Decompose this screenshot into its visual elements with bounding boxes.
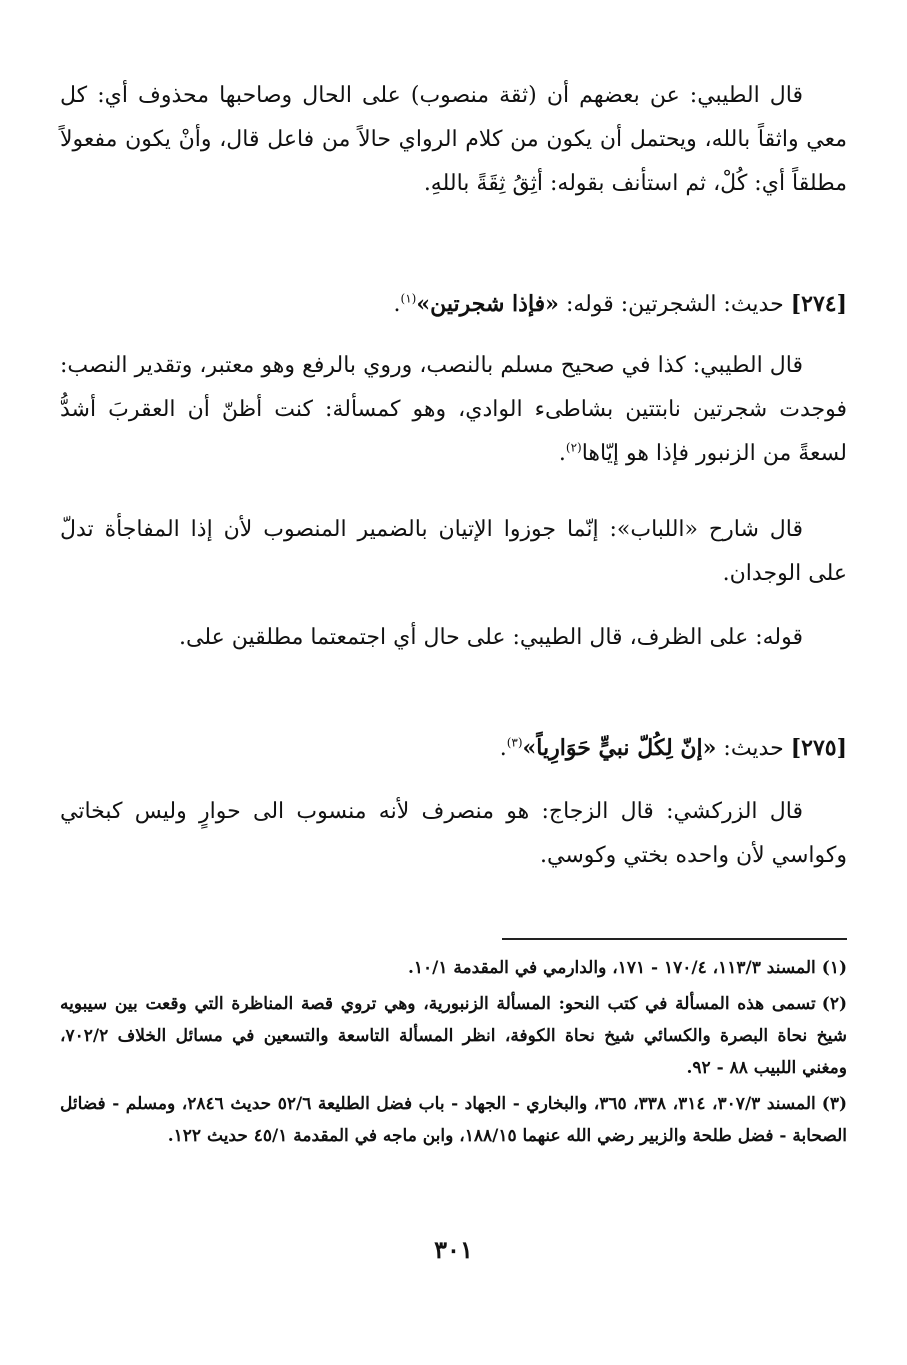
paragraph-tibi-thiqa bbox=[60, 74, 847, 206]
footnote-marker: (١) bbox=[400, 291, 417, 306]
paragraph-tibi-nasb: قال الطيبي: كذا في صحيح مسلم بالنصب، وروي بالرفع وهو معتبر، وتقدير النصب: فوجدت شجرتين نابتتين بشاطىء الوادي، وهو كمسألة: كنت أظنّ أن العقربَ أشدُّ لسعةً من الزنبور فإذا هو إيّاها$^{(٢)}$. bbox=[60, 353, 847, 466]
paragraph-text: قال الزركشي: قال الزجاج: هو منصرف لأنه منسوب الى حوارٍ وليس كبخاتي وكواسي لأن واحده بختي وكوسي. bbox=[60, 799, 847, 868]
footnotes-section bbox=[60, 952, 847, 1156]
paragraph-lubab bbox=[60, 508, 847, 596]
hadith-number: [٢٧٤] bbox=[790, 291, 847, 317]
hadith-number: [٢٧٥] bbox=[790, 735, 847, 761]
paragraph-zarkashi bbox=[60, 790, 847, 878]
footnote-text: المسند ٣٠٧/٣، ٣١٤، ٣٣٨، ٣٦٥، والبخاري - الجهاد - باب فضل الطليعة ٥٢/٦ حديث ٢٨٤٦، ومسلم - فضائل الصحابة - فضل طلحة والزبير رضي الله عنهما ١٨٨/١٥، وابن ماجه في المقدمة ٤٥/١ حديث ١٢٢. bbox=[60, 1094, 847, 1146]
paragraph-text: قال شارح «اللباب»: إنّما جوزوا الإتيان بالضمير المنصوب لأن إذا المفاجأة تدلّ على الوجدان. bbox=[60, 517, 847, 586]
footnote-3 bbox=[60, 1088, 847, 1152]
paragraph-zarf bbox=[60, 616, 847, 660]
footnote-1 bbox=[60, 952, 847, 984]
footnote-number: (٢) bbox=[821, 994, 847, 1014]
footnote-marker: (٣) bbox=[506, 735, 523, 750]
hadith-prefix: حديث: الشجرتين: قوله: bbox=[565, 292, 784, 317]
footnote-number: (١) bbox=[821, 958, 847, 978]
footnote-marker: (٢) bbox=[565, 440, 582, 455]
paragraph-text: قوله: على الظرف، قال الطيبي: على حال أي اجتمعتما مطلقين على. bbox=[179, 625, 803, 650]
footnote-number: (٣) bbox=[821, 1094, 848, 1114]
paragraph-text: قال الطيبي: كذا في صحيح مسلم بالنصب، وروي بالرفع وهو معتبر، وتقدير النصب: فوجدت شجرتين نابتتين بشاطىء الوادي، وهو كمسألة: كنت أظنّ أن العقربَ أشدُّ لسعةً من الزنبور فإذا هو إيّاها bbox=[60, 353, 847, 466]
page-number: ٣٠١ bbox=[434, 1235, 473, 1264]
hadith-prefix: حديث: bbox=[723, 736, 784, 761]
hadith-quote: «إنّ لِكُلّ نبيٍّ حَوَارِياً» bbox=[522, 735, 717, 761]
hadith-heading-274: [٢٧٤] حديث: الشجرتين: قوله: «فإذا شجرتين»$^{(١)}$. bbox=[393, 291, 847, 317]
footnote-text: المسند ١١٣/٣، ١٧٠/٤ - ١٧١، والدارمي في المقدمة ١٠/١. bbox=[407, 958, 816, 978]
footnote-separator bbox=[502, 938, 847, 940]
paragraph-text: قال الطيبي: عن بعضهم أن (ثقة منصوب) على الحال وصاحبها محذوف أي: كل معي واثقاً بالله، ويحتمل أن يكون من كلام الرواي حالاً من فاعل قال، وأنْ يكون مفعولاً مطلقاً أي: كُلْ، ثم استأنف بقوله: أثِقُ ثِقَةً باللهِ. bbox=[60, 83, 847, 196]
hadith-quote: «فإذا شجرتين» bbox=[416, 291, 559, 317]
footnote-2 bbox=[60, 988, 847, 1084]
hadith-heading-275: [٢٧٥] حديث: «إنّ لِكُلّ نبيٍّ حَوَارِياً»$^{(٣)}$. bbox=[499, 735, 847, 761]
footnote-text: تسمى هذه المسألة في كتب النحو: المسألة الزنبورية، وهي تروي قصة المناظرة التي وقعت بين سيبويه شيخ نحاة البصرة والكسائي شيخ نحاة الكوفة، انظر المسألة التاسعة والتسعين في مسائل الخلاف ٧٠٢/٢، ومغني اللبيب ٨٨ - ٩٢. bbox=[60, 994, 847, 1078]
